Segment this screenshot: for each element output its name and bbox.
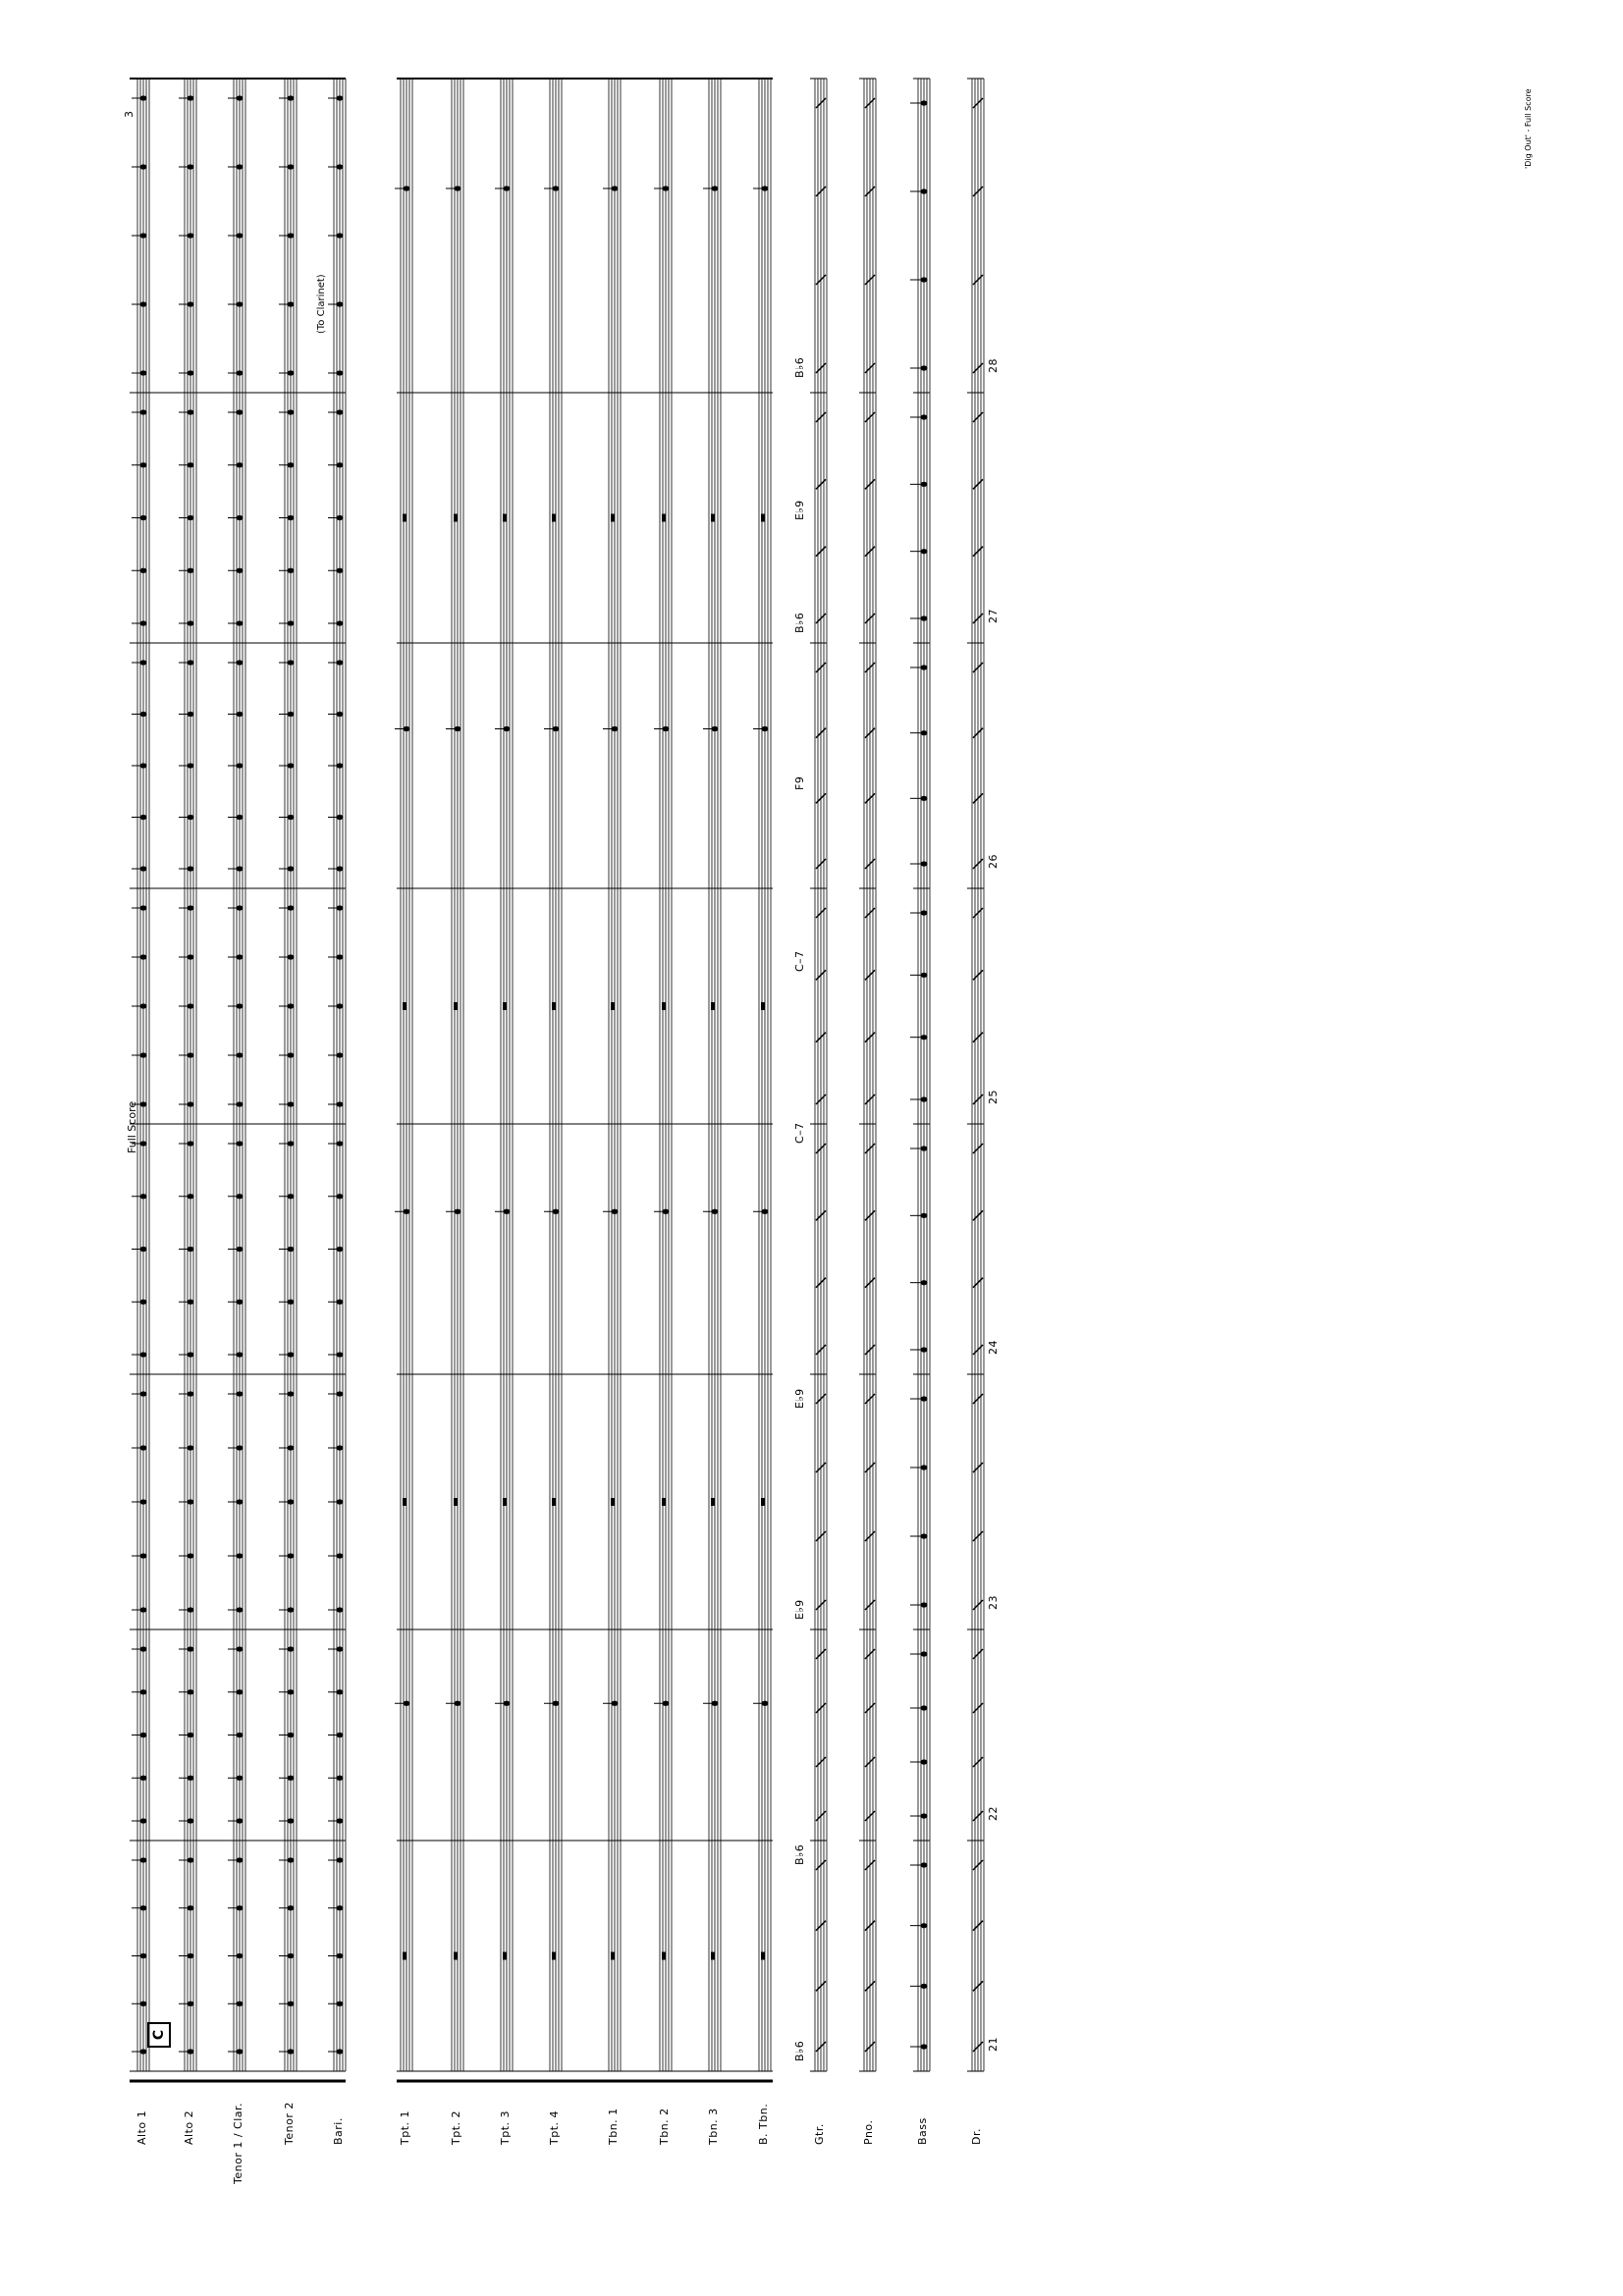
measure-number: 25 [987, 1090, 1000, 1104]
instrument-label: Pno. [862, 2119, 875, 2145]
measure-number: 24 [987, 1340, 1000, 1355]
header-title: Full Score [126, 1100, 138, 1153]
instrument-label: Gtr. [813, 2123, 826, 2145]
rest [403, 1952, 406, 1960]
rest [662, 1498, 666, 1506]
footer-title: 'Dig Out' - Full Score [1524, 88, 1533, 169]
rest [711, 1952, 715, 1960]
rest [552, 1952, 556, 1960]
rest [662, 1952, 666, 1960]
measure-number: 21 [987, 2037, 1000, 2052]
rest [503, 1498, 507, 1506]
rest [552, 1498, 556, 1506]
instrument-label: Alto 1 [135, 2109, 148, 2145]
rest [503, 514, 507, 522]
chord-symbol: E♭9 [793, 1388, 806, 1409]
rest [761, 1002, 765, 1010]
rest [454, 514, 458, 522]
instrument-label: Tpt. 4 [548, 2109, 561, 2145]
measure-number: 23 [987, 1595, 1000, 1610]
instrument-label: Dr. [970, 2128, 983, 2145]
rest [403, 514, 406, 522]
instrument-label: Alto 2 [183, 2109, 195, 2145]
chord-symbol: B♭6 [793, 356, 806, 378]
chord-symbol: C–7 [793, 950, 806, 972]
instrument-label: Tenor 1 / Clar. [232, 2102, 244, 2184]
rest [403, 1498, 406, 1506]
measure-number: 26 [987, 854, 1000, 869]
instrument-label: Bass [916, 2117, 929, 2145]
rest [761, 1952, 765, 1960]
rest [454, 1498, 458, 1506]
rest [552, 1002, 556, 1010]
rest [552, 514, 556, 522]
instrument-label: Tpt. 3 [499, 2109, 512, 2145]
measure-number: 28 [987, 358, 1000, 373]
instrument-label: Tenor 2 [283, 2102, 296, 2145]
instrument-label: B. Tbn. [757, 2103, 770, 2145]
rehearsal-mark: C [147, 2022, 171, 2048]
instrument-label: Tbn. 3 [707, 2108, 720, 2145]
rest [403, 1002, 406, 1010]
rest [711, 1498, 715, 1506]
rest [711, 514, 715, 522]
rest [454, 1952, 458, 1960]
cue-text: (To Clarinet) [316, 274, 327, 334]
instrument-label: Tbn. 1 [607, 2108, 620, 2145]
page-number: 3 [123, 111, 135, 118]
chord-symbol: C–7 [793, 1122, 806, 1144]
chord-symbol: E♭9 [793, 1599, 806, 1620]
measure-number: 22 [987, 1806, 1000, 1821]
chord-symbol: B♭6 [793, 1843, 806, 1865]
rest [611, 514, 615, 522]
instrument-label: Bari. [332, 2117, 345, 2145]
rest [611, 1002, 615, 1010]
rest [454, 1002, 458, 1010]
rest [662, 1002, 666, 1010]
chord-symbol: E♭9 [793, 500, 806, 520]
instrument-label: Tpt. 2 [450, 2109, 462, 2145]
rest [711, 1002, 715, 1010]
chord-symbol: F9 [793, 775, 806, 790]
measure-number: 27 [987, 609, 1000, 623]
rest [662, 514, 666, 522]
rest [503, 1952, 507, 1960]
chord-symbol: B♭6 [793, 2040, 806, 2061]
rest [611, 1952, 615, 1960]
rest [761, 1498, 765, 1506]
rest [761, 514, 765, 522]
rest [611, 1498, 615, 1506]
chord-symbol: B♭6 [793, 612, 806, 633]
instrument-label: Tpt. 1 [399, 2109, 411, 2145]
instrument-label: Tbn. 2 [658, 2108, 671, 2145]
rest [503, 1002, 507, 1010]
